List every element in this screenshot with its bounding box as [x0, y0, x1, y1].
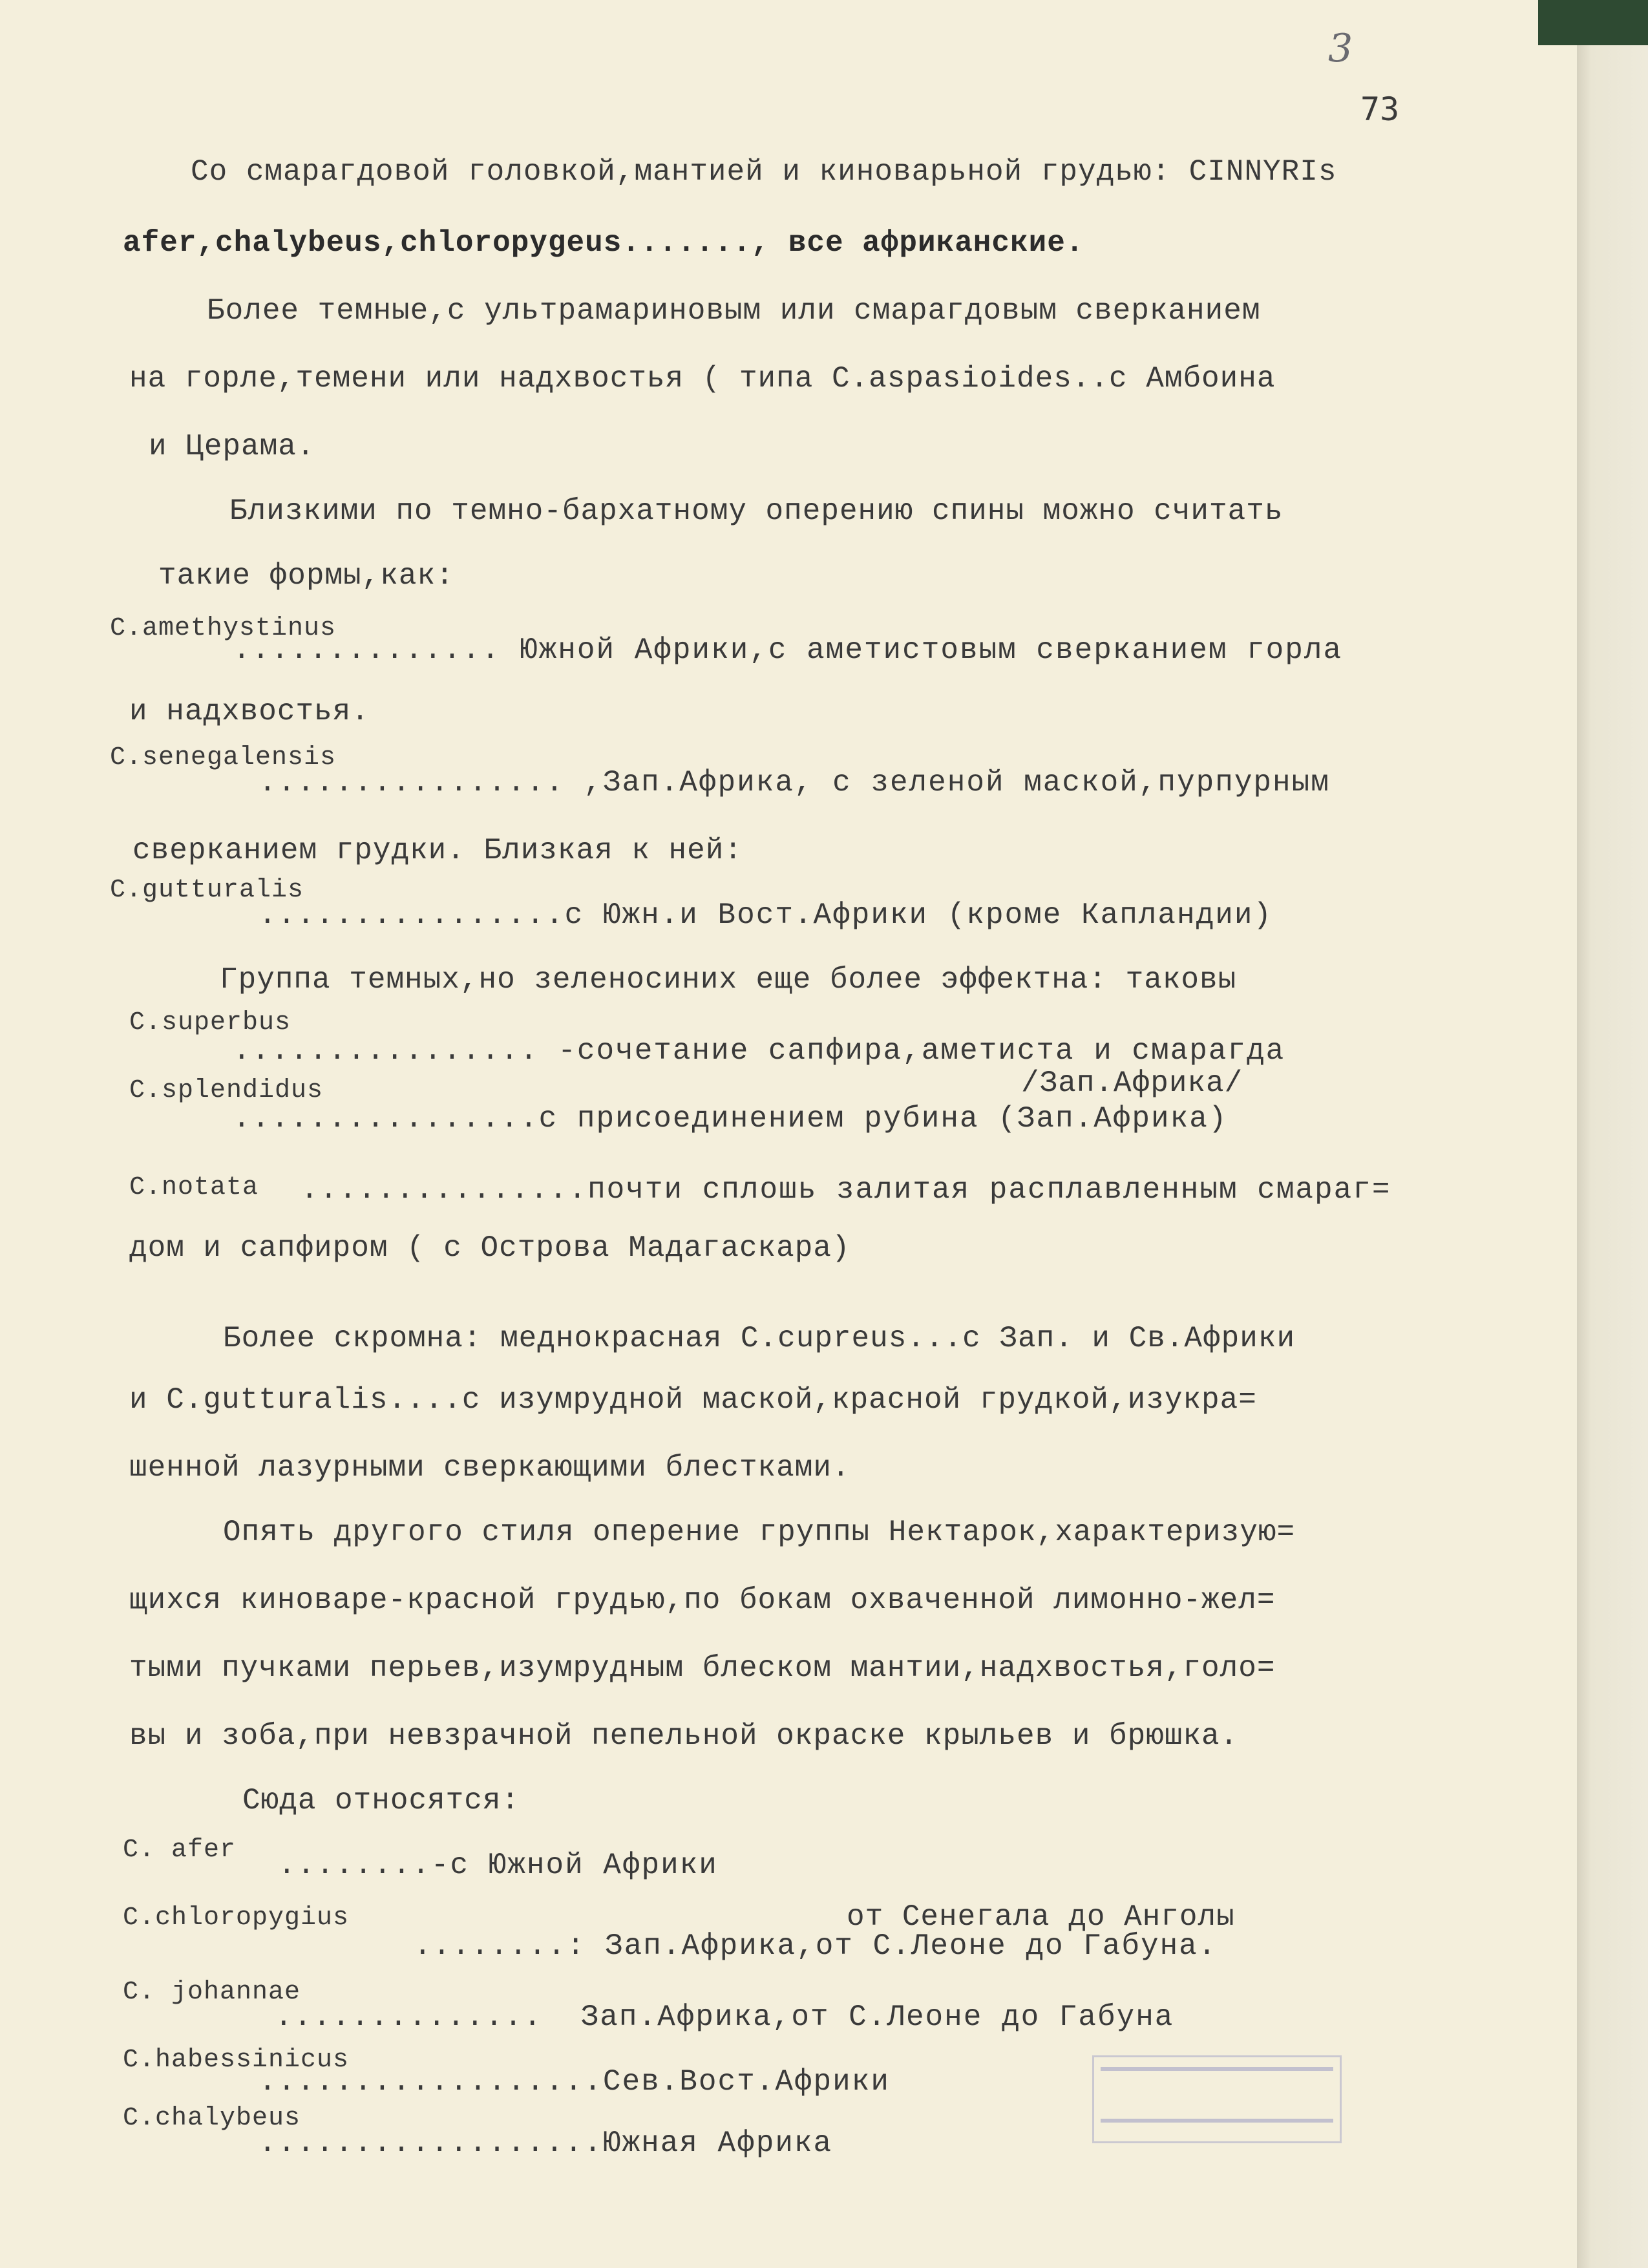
text-line: .............. Южной Африки,с аметистовым сверканием горла [233, 633, 1343, 667]
text-line: ................ ,Зап.Африка, с зеленой маской,пурпурным [259, 766, 1330, 800]
text-line: щихся киноваре-красной грудью,по бокам охваченной лимонно-жел= [129, 1584, 1276, 1617]
background-corner [1538, 0, 1648, 45]
text-line: шенной лазурными сверкающими блестками. [129, 1451, 850, 1485]
text-line: ................ -сочетание сапфира,аметиста и смарагда [233, 1034, 1285, 1068]
text-line: сверканием грудки. Близкая к ней: [132, 834, 743, 867]
text-line: и C.gutturalis....с изумрудной маской,красной грудкой,изукра= [129, 1383, 1257, 1417]
page-edge [1577, 0, 1648, 2268]
text-line: и Церама. [149, 430, 315, 463]
species-name: C. afer [123, 1836, 237, 1865]
species-name: C.superbus [129, 1008, 291, 1037]
species-name: C.chalybeus [123, 2104, 301, 2133]
text-line: Более скромна: меднокрасная C.cupreus...с Зап. и Св.Африки [223, 1322, 1296, 1355]
text-line: afer,chalybeus,chloropygeus......., все африканские. [123, 226, 1084, 260]
species-name: C.habessinicus [123, 2046, 350, 2075]
text-line: /Зап.Африка/ [1021, 1066, 1243, 1100]
species-name: C. johannae [123, 1978, 301, 2007]
text-line: ........-с Южной Африки [278, 1849, 718, 1882]
text-line: вы и зоба,при невзрачной пепельной окраске крыльев и брюшка. [129, 1719, 1239, 1753]
text-line: ................с присоединением рубина (Зап.Африка) [233, 1102, 1228, 1136]
text-line: от Сенегала до Анголы [847, 1900, 1235, 1934]
species-name: C.gutturalis [110, 876, 304, 905]
handwritten-number: 3 [1328, 26, 1353, 71]
text-line: ...............почти сплошь залитая расплавленным смараг= [301, 1173, 1391, 1207]
text-line: ........: Зап.Африка,от С.Леоне до Габуна. [414, 1929, 1218, 1963]
species-name: C.notata [129, 1173, 259, 1202]
text-line: ................с Южн.и Вост.Африки (кроме Капландии) [259, 898, 1273, 932]
species-name: C.chloropygius [123, 1903, 350, 1933]
text-line: дом и сапфиром ( с Острова Мадагаскара) [129, 1231, 850, 1265]
text-line: на горле,темени или надхвостья ( типа C.aspasioides..с Амбоина [129, 362, 1276, 396]
text-line: Опять другого стиля оперение группы Нектарок,характеризую= [223, 1516, 1296, 1549]
stamp-line [1101, 2119, 1333, 2123]
text-line: ..................Южная Африка [259, 2126, 833, 2160]
text-line: Более темные,с ультрамариновым или смарагдовым сверканием [207, 294, 1261, 328]
text-line: Со смарагдовой головкой,мантией и киноварьной грудью: CINNYRIs [191, 155, 1337, 189]
page-number: 73 [1360, 90, 1400, 128]
text-line: такие формы,как: [158, 559, 454, 593]
species-name: C.senegalensis [110, 743, 337, 772]
text-line: тыми пучками перьев,изумрудным блеском мантии,надхвостья,голо= [129, 1651, 1276, 1685]
stamp-line [1101, 2067, 1333, 2071]
text-line: .............. Зап.Африка,от С.Леоне до Габуна [275, 2000, 1174, 2034]
species-name: C.amethystinus [110, 614, 337, 643]
text-line: и надхвостья. [129, 695, 370, 728]
stamp [1092, 2055, 1342, 2143]
text-line: ..................Сев.Вост.Африки [259, 2065, 890, 2099]
species-name: C.splendidus [129, 1076, 324, 1105]
text-line: Сюда относятся: [242, 1784, 520, 1818]
text-line: Близкими по темно-бархатному оперению спины можно считать [229, 494, 1284, 528]
text-line: Группа темных,но зеленосиних еще более эффектна: таковы [220, 963, 1237, 997]
